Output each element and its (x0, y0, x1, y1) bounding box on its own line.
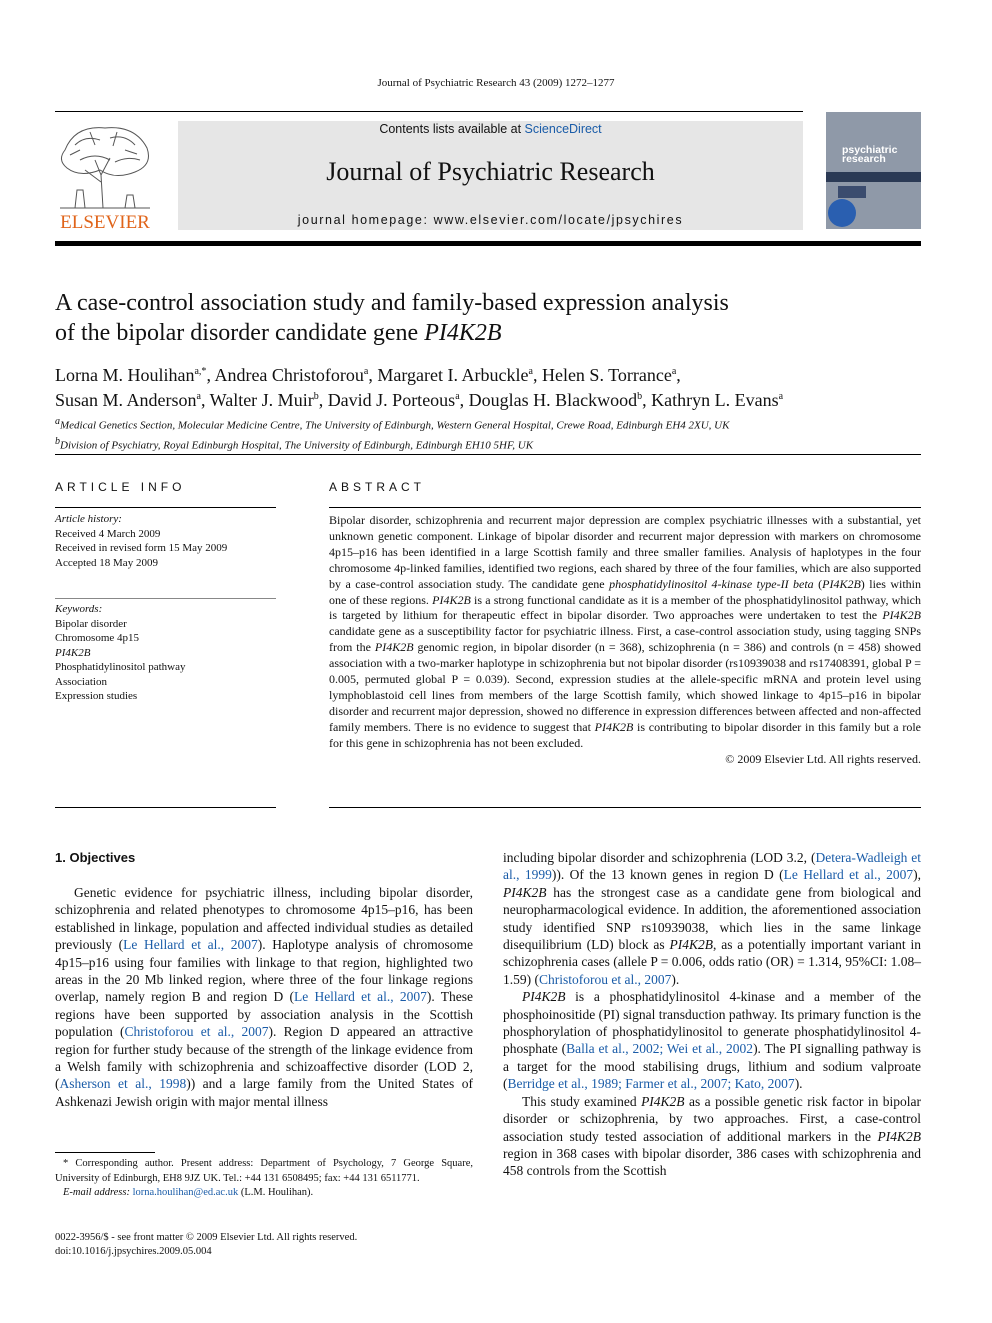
cover-image (838, 186, 866, 198)
sciencedirect-link[interactable]: ScienceDirect (524, 122, 602, 136)
author-affiliation-mark: a,* (194, 366, 207, 377)
ref-link[interactable]: Le Hellard et al., 2007 (293, 989, 427, 1005)
keyword: Chromosome 4p15 (55, 632, 140, 644)
article-title: A case-control association study and family-based expression analysis of the bipolar disorder candidate gene PI4K2B (55, 290, 729, 346)
author-name: David J. Porteous (327, 390, 456, 410)
footnote-rule (55, 1152, 155, 1153)
journal-citation: Journal of Psychiatric Research 43 (2009) 1272–1277 (377, 77, 615, 89)
contents-line: Contents lists available at ScienceDirect (379, 122, 602, 136)
tree-icon (55, 120, 155, 210)
author-affiliation-mark: a (455, 391, 460, 402)
author-affiliation-mark: b (313, 391, 319, 402)
keyword: PI4K2B (55, 646, 91, 659)
author-name: Andrea Christoforou (214, 365, 364, 385)
publisher-name: ELSEVIER (60, 212, 150, 233)
authors-line-2: Susan M. Anderson$^a$, Walter J. Muir$^b$, David J. Porteous$^a$, Douglas H. Blackwood$^b$, Kathryn L. Evans$^a$ (55, 390, 784, 410)
ref-link[interactable]: Balla et al., 2002; Wei et al., 2002 (566, 1041, 754, 1057)
abstract-text: Bipolar disorder, schizophrenia and recurrent major depression are complex psychiatric illnesses with a substantial, yet unknown genetic component. Linkage of bipolar disorder and recurrent major depression with markers on chromosome 4p15–p16 has been identified in a large Scottish family and three smaller families. Analysis of haplotypes in the four chromosome 4p-linked families, identified two regions, each shared by three of the four families, which are also supported by a case-control association study. The candidate gene phosphatidylinositol 4-kinase type-II beta (PI4K2B) lies within one of these regions. PI4K2B is a strong functional candidate as it is a member of the phosphatidylinositol pathway, which is targeted by lithium for therapeutic effect in bipolar disorder. Two approaches were undertaken to test the PI4K2B candidate gene as a susceptibility factor for psychiatric illness. First, a case-control association study, using tagging SNPs from the PI4K2B genomic region, in bipolar disorder (n = 368), schizophrenia (n = 386) and controls (n = 458) showed association with a two-marker haplotype in schizophrenia but not bipolar disorder (rs10939038 and rs17408391, global P = 0.005, permuted global P = 0.039). Second, expression studies at the allele-specific mRNA and protein level using lymphoblastoid cell lines from members of the large Scottish family, which showed linkage to 4p15–p16 in bipolar disorder and recurrent major depression, showed no difference in expression differences between affected and non-affected family members. There is no evidence to suggest that PI4K2B is contributing to bipolar disorder in this family but a role for this gene in schizophrenia has not been excluded. © 2009 Elsevier Ltd. All rights reserved. (329, 513, 921, 766)
journal-title: Journal of Psychiatric Research (326, 157, 655, 186)
author-name: Lorna M. Houlihan (55, 365, 195, 385)
email-link[interactable]: lorna.houlihan@ed.ac.uk (132, 1187, 239, 1198)
corresponding-author-note: * Corresponding author. Present address: Department of Psychology, 7 George Square, University of Edinburgh, EH8 9JZ UK. Tel.: +44 131 6508495; fax: +44 131 6511771. (55, 1158, 473, 1184)
ref-link[interactable]: Detera-Wadleigh et al., 1999 (503, 850, 921, 883)
affiliation-a: $^a$Medical Genetics Section, Molecular Medicine Centre, The University of Edinburgh, Western General Hospital, Crewe Road, Edinburgh EH4 2XU, UK (55, 416, 730, 432)
keyword: Association (55, 675, 107, 688)
ref-link[interactable]: Asherson et al., 1998 (59, 1076, 187, 1092)
author-name: Walter J. Muir (209, 390, 314, 410)
keywords-rule (55, 598, 276, 599)
author-affiliation-mark: b (637, 391, 643, 402)
article-info-bottom-rule (55, 807, 276, 808)
author-name: Kathryn L. Evans (651, 390, 779, 410)
author-name: Margaret I. Arbuckle (377, 365, 529, 385)
ref-link[interactable]: Le Hellard et al., 2007 (123, 937, 258, 953)
elsevier-logo (55, 120, 155, 232)
affiliations (55, 414, 921, 453)
author-affiliation-mark: a (363, 366, 369, 377)
abstract-copyright: © 2009 Elsevier Ltd. All rights reserved. (725, 751, 921, 766)
author-name: Susan M. Anderson (55, 390, 197, 410)
section-heading: 1. Objectives (55, 850, 136, 865)
author-affiliation-mark: a (671, 366, 677, 377)
journal-homepage[interactable]: journal homepage: www.elsevier.com/locate/jpsychires (297, 213, 684, 227)
ref-link[interactable]: Le Hellard et al., 2007 (783, 867, 914, 883)
abstract-heading: ABSTRACT (329, 480, 426, 494)
header-rule (55, 111, 803, 112)
affiliation-b: $^b$Division of Psychiatry, Royal Edinburgh Hospital, The University of Edinburgh, Edinburgh EH10 5HF, UK (55, 435, 534, 452)
article-history: Article history: Received 4 March 2009 Received in revised form 15 May 2009 Accepted 18 May 2009 (55, 513, 228, 569)
affil-rule (55, 454, 921, 455)
body-column-right: including bipolar disorder and schizophrenia (LOD 3.2, (Detera-Wadleigh et al., 1999)). Of the 13 known genes in region D (Le Hellard et al., 2007), PI4K2B has the strongest case as a candidate gene from biological and neuropharmacological evidence. In addition, the aforementioned association study identified SNP rs10939038, which lies in the same linkage disequilibrium (LD) block as PI4K2B, as a potentially important variant in schizophrenia cases (allele P = 0.006, odds ratio (OR) = 1.314, 95%CI: 1.08–1.59) (Christoforou et al., 2007). PI4K2B is a phosphatidylinositol 4-kinase and a member of the phosphoinositide (PI) signal transduction pathway. Its primary function is the phosphorylation of phosphatidylinositol to generate phosphatidylinositol 4-phosphate (Balla et al., 2002; Wei et al., 2002). The PI signalling pathway is a target for the mood stabilising drugs, lithium and sodium valproate (Berridge et al., 1989; Farmer et al., 2007; Kato, 2007). This study examined PI4K2B as a possible genetic risk factor in bipolar disorder or schizophrenia, by two approaches. First, a case-control association study tested association of additional markers in the PI4K2B region in 368 cases with bipolar disorder, 386 cases with schizophrenia and 458 controls from the Scottish (503, 850, 922, 1179)
keyword: Phosphatidylinositol pathway (55, 661, 186, 673)
cover-band (826, 172, 921, 182)
abstract-rule (329, 507, 921, 508)
cover-title: psychiatric research (842, 144, 898, 165)
cover-disc (828, 199, 856, 227)
author-list (55, 361, 921, 411)
keywords: Keywords: Bipolar disorder Chromosome 4p15 PI4K2B Phosphatidylinositol pathway Association Expression studies (55, 602, 275, 704)
author-affiliation-mark: a (196, 391, 201, 402)
author-name: Douglas H. Blackwood (468, 390, 638, 410)
footnote: * Corresponding author. Present address: Department of Psychology, 7 George Square, University of Edinburgh, EH8 9JZ UK. Tel.: +44 131 6508495; fax: +44 131 6511771. E-mail address: lorna.houlihan@ed.ac.uk (L.M. Houlihan). (55, 1158, 473, 1198)
article-info-heading: ARTICLE INFO (55, 480, 186, 494)
doi[interactable]: doi:10.1016/j.jpsychires.2009.05.004 (55, 1246, 212, 1257)
author-affiliation-mark: a (778, 391, 784, 402)
front-matter: 0022-3956/$ - see front matter © 2009 Elsevier Ltd. All rights reserved. doi:10.1016/j.jpsychires.2009.05.004 (55, 1231, 555, 1259)
keyword: Expression studies (55, 690, 138, 702)
authors-line-1: Lorna M. Houlihan$^{a,*}$, Andrea Christoforou$^a$, Margaret I. Arbuckle$^a$, Helen S. Torrance$^a$, (55, 365, 681, 385)
masthead-box (178, 121, 803, 230)
ref-link[interactable]: Christoforou et al., 2007 (124, 1024, 269, 1040)
abstract-bottom-rule (329, 807, 921, 808)
body-column-left: Genetic evidence for psychiatric illness, including bipolar disorder, schizophrenia and related phenotypes to chromosome 4p15–p16, has been established in linkage, population and affected individual studies as detailed previously (Le Hellard et al., 2007). Haplotype analysis of chromosome 4p15–p16 using four families with linkage to that region, highlighted two areas in the 20 Mb linked region, where three of the four linkage regions overlap, namely region B and region D (Le Hellard et al., 2007). These regions have been supported by association analysis in the Scottish population (Christoforou et al., 2007). Region D appeared an attractive region for further study because of the strength of the linkage evidence from a Welsh family with schizophrenia and schizoaffective disorder (LOD 2, (Asherson et al., 1998)) and a large family from the United States of Ashkenazi Jewish origin with major mental illness (55, 885, 474, 1109)
author-affiliation-mark: a (528, 366, 533, 377)
ref-link[interactable]: Berridge et al., 1989; Farmer et al., 2007; Kato, 2007 (507, 1076, 795, 1092)
article-info-rule (55, 507, 276, 508)
ref-link[interactable]: Christoforou et al., 2007 (539, 971, 672, 987)
journal-cover (826, 112, 921, 229)
keyword: Bipolar disorder (55, 617, 127, 630)
author-name: Helen S. Torrance (541, 365, 672, 385)
masthead-bar (55, 241, 921, 246)
